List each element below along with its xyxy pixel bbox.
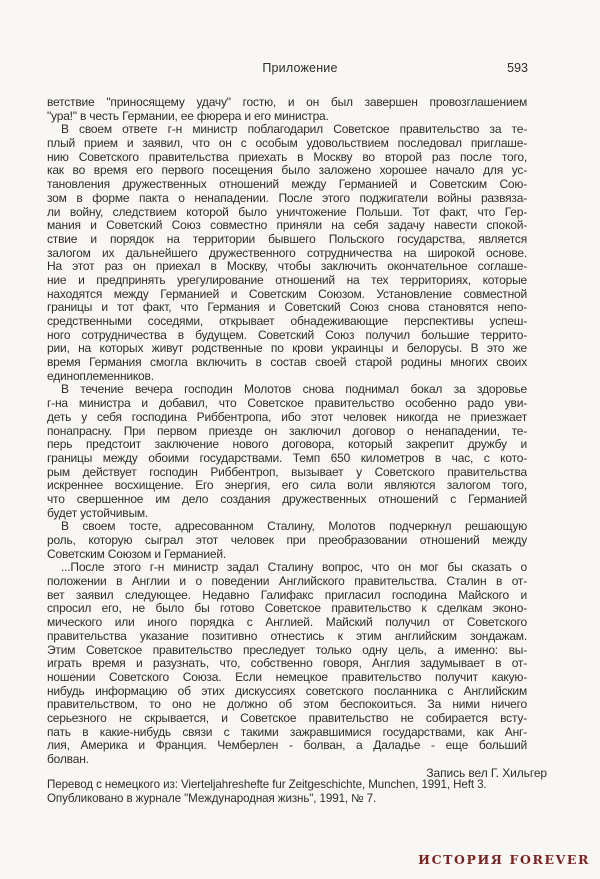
text-line: ношении Советского Союза. Если немецкое правительство получит какую- xyxy=(47,670,527,684)
text-line: рии, на которых живут родственные по крови украинцы и белорусы. В это же xyxy=(47,342,527,356)
text-line: мания и Советский Союз совместно приняли на себя задачу навести спокой- xyxy=(47,219,527,233)
text-line: ...После этого г-н министр задал Сталину вопрос, что он мог бы сказать о xyxy=(61,561,527,575)
text-line: На этот раз он приехал в Москву, чтобы заключить окончательное соглаше- xyxy=(47,260,527,274)
text-line: В своем ответе г-н министр поблагодарил Советское правительство за те- xyxy=(61,123,527,137)
text-line: правительства указание позитивно отнестись к этим английским зондажам. xyxy=(47,629,527,643)
text-line: находятся между Германией и Советским Союзом. Установление совместной xyxy=(47,287,527,301)
text-line: искреннее восхищение. Его энергия, его сила воли являются залогом того, xyxy=(47,479,527,493)
text-line: "ура!" в честь Германии, ее фюрера и его министра. xyxy=(47,109,329,123)
source-note-line: Опубликовано в журнале "Международная жизнь", 1991, № 7. xyxy=(47,791,377,805)
text-line: деть у себя господина Риббентропа, ибо этот человек никогда не приезжает xyxy=(47,410,527,424)
text-line: зом в форме пакта о ненападении. После этого поджигатели войны развяза- xyxy=(47,191,527,205)
text-line: залогом их дальнейшего дружественного сотрудничества на широкой основе. xyxy=(47,246,527,260)
text-line: ли войну, следствием которой было уничтожение Польши. Тот факт, что Гер- xyxy=(47,205,527,219)
text-line: правительством, то оно не должно об этом беспокоиться. За ними ничего xyxy=(47,698,527,712)
text-line: роль, которую сыграл этот человек при преобразовании отношений между xyxy=(47,534,527,547)
text-line: понапрасну. При первом приезде он заключил договор о ненападении, те- xyxy=(47,424,527,438)
text-line: В своем тосте, адресованном Сталину, Молотов подчеркнул решающую xyxy=(61,520,527,534)
text-line: ного сотрудничества в будущем. Советский Союз получил большие террито- xyxy=(47,328,527,342)
paragraph xyxy=(47,383,527,520)
text-line: границы и тот факт, что Германия и Советский Союз снова становятся непо- xyxy=(47,301,527,315)
text-line: лия, Америка и Франция. Чемберлен - болван, а Даладье - еще больший xyxy=(47,739,527,753)
running-title: Приложение xyxy=(262,61,338,75)
text-line: ствие и порядок на территории бывшего Польского государства, является xyxy=(47,232,527,246)
text-line: тановления дружественных отношений между Германией и Советским Сою- xyxy=(47,178,527,192)
text-line: время Германия смогла включить в состав своей старой родины многих своих xyxy=(47,356,527,370)
text-line: В течение вечера господин Молотов снова поднимал бокал за здоровье xyxy=(61,383,527,397)
text-line: будет устойчивым. xyxy=(47,506,149,520)
text-line: серьезного не скрывается, и Советское правительство не собирается всту- xyxy=(47,711,527,725)
paragraph xyxy=(47,96,527,123)
text-line: Советским Союзом и Германией. xyxy=(47,547,226,561)
text-line: перь предстоит заключение нового договора, который закрепит дружбу и xyxy=(47,438,527,452)
text-line: мического или иного порядка с Англией. Майский получил от Советского xyxy=(47,616,527,630)
text-line: единоплеменников. xyxy=(47,369,154,383)
text-line: г-на министра и добавил, что Советское правительство особенно радо уви- xyxy=(47,397,527,411)
text-line: пать в какие-нибудь связи с такими зажравшимися государствами, как Анг- xyxy=(47,725,527,739)
text-line: нию Советского правительства приехать в Москву во второй раз после того, xyxy=(47,150,527,164)
text-line: болван. xyxy=(47,753,89,766)
text-line: плый прием и заявил, что он с особым удовольствием последовал приглаше- xyxy=(47,137,527,151)
text-line: спросил его, не было бы готово Советское правительство к сделкам эконо- xyxy=(47,602,527,616)
text-line: вет заявил следующее. Недавно Галифакс пригласил господина Майского и xyxy=(47,588,527,602)
text-line: средственными соседями, открывает обнадеживающие перспективы успеш- xyxy=(47,315,527,328)
text-line: ние и предпринять урегулирование отношений на тех территориях, которые xyxy=(47,273,527,287)
text-line: рым действует господин Риббентроп, вызывает у Советского правительства xyxy=(47,465,527,479)
text-line: играть время и разузнать, что, собственно говоря, Англия задумывает в от- xyxy=(47,657,527,671)
page-number: 593 xyxy=(507,61,528,75)
text-line: границы между обоими государствами. Темп 650 километров в час, с кото- xyxy=(47,451,527,465)
text-line: как во время его первого посещения было заложено хорошее начало для ус- xyxy=(47,164,527,178)
text-line: ветствие "приносящему удачу" гостю, и он был завершен провозглашением xyxy=(47,96,527,109)
text-line: нибудь информацию об этих дискуссиях советского посланника с Английским xyxy=(47,684,527,698)
watermark: ИСТОРИЯ FOREVER xyxy=(418,852,590,867)
source-note-line: Перевод с немецкого из: Vierteljahreshefte fur Zeitgeschichte, Munchen, 1991, Heft 3. xyxy=(47,778,487,791)
source-note xyxy=(47,778,557,805)
paragraph xyxy=(47,123,527,383)
text-line: положении в Англии и о поведении Английского правительства. Сталин в от- xyxy=(47,575,527,589)
text-line: что свершенное им дело создания дружественных отношений с Германией xyxy=(47,492,527,506)
paragraph xyxy=(47,561,527,766)
document-body xyxy=(47,96,527,767)
signature: Запись вел Г. Хильгер xyxy=(426,766,547,780)
paragraph xyxy=(47,520,527,561)
text-line: Этим Советское правительство преследует только одну цель, а именно: вы- xyxy=(47,643,527,657)
